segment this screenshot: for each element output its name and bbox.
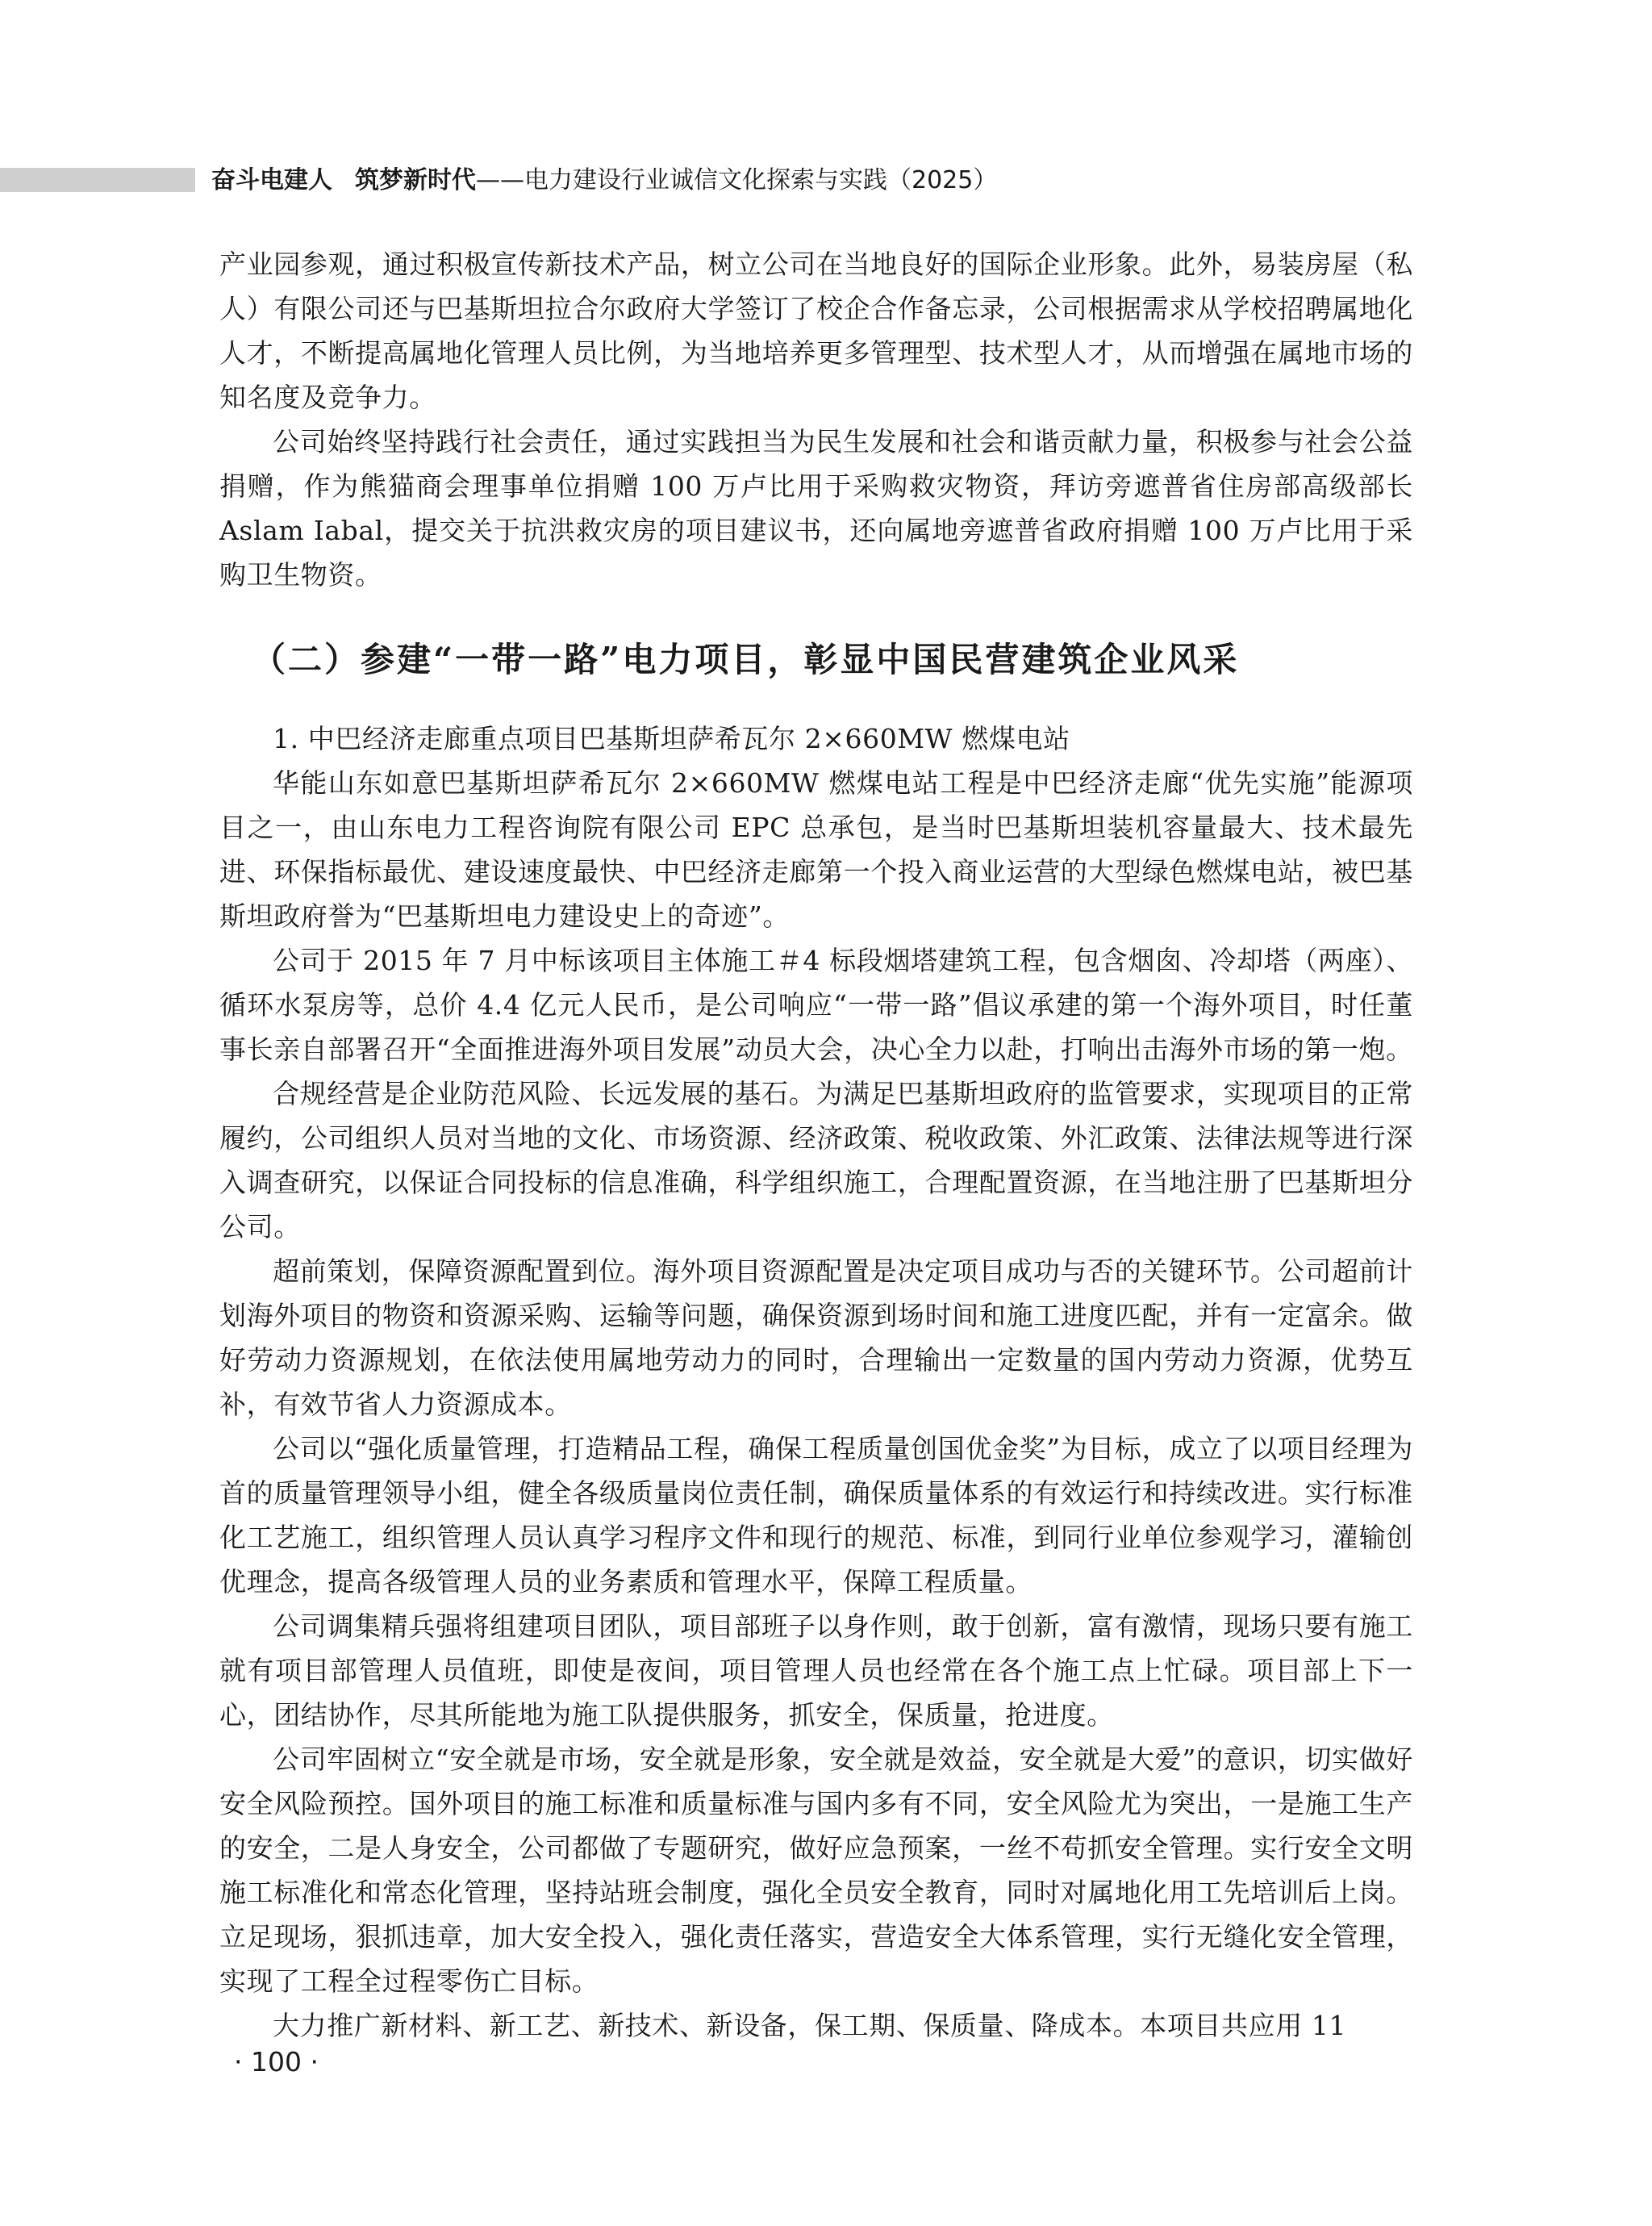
page-number: · 100 · bbox=[234, 2046, 319, 2078]
header-title-part2: 筑梦新时代 bbox=[355, 166, 476, 194]
header-title-part1: 奋斗电建人 bbox=[211, 166, 332, 194]
subsection-title: 1. 中巴经济走廊重点项目巴基斯坦萨希瓦尔 2×660MW 燃煤电站 bbox=[273, 723, 1070, 754]
paragraph-social-responsibility: 公司始终坚持践行社会责任，通过实践担当为民生发展和社会和谐贡献力量，积极参与社会公益捐赠，作为熊猫商会理事单位捐赠 100 万卢比用于采购救灾物资，拜访旁遮普省住房部高级部长 Aslam Iabal，提交关于抗洪救灾房的项目建议书，还向属地旁遮普省政府捐赠 100 万卢比用于采购卫生物资。 bbox=[219, 426, 1413, 591]
paragraph-quality-management: 公司以“强化质量管理，打造精品工程，确保工程质量创国优金奖”为目标，成立了以项目经理为首的质量管理领导小组，健全各级质量岗位责任制，确保质量体系的有效运行和持续改进。实行标准化工艺施工，组织管理人员认真学习程序文件和现行的规范、标准，到同行业单位参观学习，灌输创优理念，提高各级管理人员的业务素质和管理水平，保障工程质量。 bbox=[219, 1433, 1413, 1597]
paragraph-resource-planning: 超前策划，保障资源配置到位。海外项目资源配置是决定项目成功与否的关键环节。公司超前计划海外项目的物资和资源采购、运输等问题，确保资源到场时间和施工进度匹配，并有一定富余。做好劳动力资源规划，在依法使用属地劳动力的同时，合理输出一定数量的国内劳动力资源，优势互补，有效节省人力资源成本。 bbox=[219, 1255, 1413, 1420]
paragraph-new-technology: 大力推广新材料、新工艺、新技术、新设备，保工期、保质量、降成本。本项目共应用 11 bbox=[273, 2010, 1347, 2041]
running-header bbox=[211, 165, 997, 197]
paragraph-continued: 产业园参观，通过积极宣传新技术产品，树立公司在当地良好的国际企业形象。此外，易装房屋（私人）有限公司还与巴基斯坦拉合尔政府大学签订了校企合作备忘录，公司根据需求从学校招聘属地化人才，不断提高属地化管理人员比例，为当地培养更多管理型、技术型人才，从而增强在属地市场的知名度及竞争力。 bbox=[219, 248, 1413, 413]
header-gray-bar bbox=[0, 168, 195, 192]
paragraph-bid-win: 公司于 2015 年 7 月中标该项目主体施工＃4 标段烟塔建筑工程，包含烟囱、冷却塔（两座）、循环水泵房等，总价 4.4 亿元人民币，是公司响应“一带一路”倡议承建的第一个海外项目，时任董事长亲自部署召开“全面推进海外项目发展”动员大会，决心全力以赴，打响出击海外市场的第一炮。 bbox=[219, 945, 1413, 1065]
paragraph-safety: 公司牢固树立“安全就是市场，安全就是形象，安全就是效益，安全就是大爱”的意识，切实做好安全风险预控。国外项目的施工标准和质量标准与国内多有不同，安全风险尤为突出，一是施工生产的安全，二是人身安全，公司都做了专题研究，做好应急预案，一丝不苟抓安全管理。实行安全文明施工标准化和常态化管理，坚持站班会制度，强化全员安全教育，同时对属地化用工先培训后上岗。立足现场，狠抓违章，加大安全投入，强化责任落实，营造安全大体系管理，实行无缝化安全管理，实现了工程全过程零伤亡目标。 bbox=[219, 1744, 1413, 1997]
page-body bbox=[219, 242, 1413, 2048]
section-heading: （二）参建“一带一路”电力项目，彰显中国民营建筑企业风采 bbox=[252, 640, 1240, 679]
paragraph-compliance: 合规经营是企业防范风险、长远发展的基石。为满足巴基斯坦政府的监管要求，实现项目的正常履约，公司组织人员对当地的文化、市场资源、经济政策、税收政策、外汇政策、法律法规等进行深入调查研究，以保证合同投标的信息准确，科学组织施工，合理配置资源，在当地注册了巴基斯坦分公司。 bbox=[219, 1078, 1413, 1242]
header-subtitle: ——电力建设行业诚信文化探索与实践（2025） bbox=[476, 166, 998, 194]
paragraph-project-team: 公司调集精兵强将组建项目团队，项目部班子以身作则，敢于创新，富有激情，现场只要有施工就有项目部管理人员值班，即使是夜间，项目管理人员也经常在各个施工点上忙碌。项目部上下一心，团结协作，尽其所能地为施工队提供服务，抓安全，保质量，抢进度。 bbox=[219, 1610, 1413, 1731]
paragraph-project-intro: 华能山东如意巴基斯坦萨希瓦尔 2×660MW 燃煤电站工程是中巴经济走廊“优先实施”能源项目之一，由山东电力工程咨询院有限公司 EPC 总承包，是当时巴基斯坦装机容量最大、技术最先进、环保指标最优、建设速度最快、中巴经济走廊第一个投入商业运营的大型绿色燃煤电站，被巴基斯坦政府誉为“巴基斯坦电力建设史上的奇迹”。 bbox=[219, 767, 1413, 932]
